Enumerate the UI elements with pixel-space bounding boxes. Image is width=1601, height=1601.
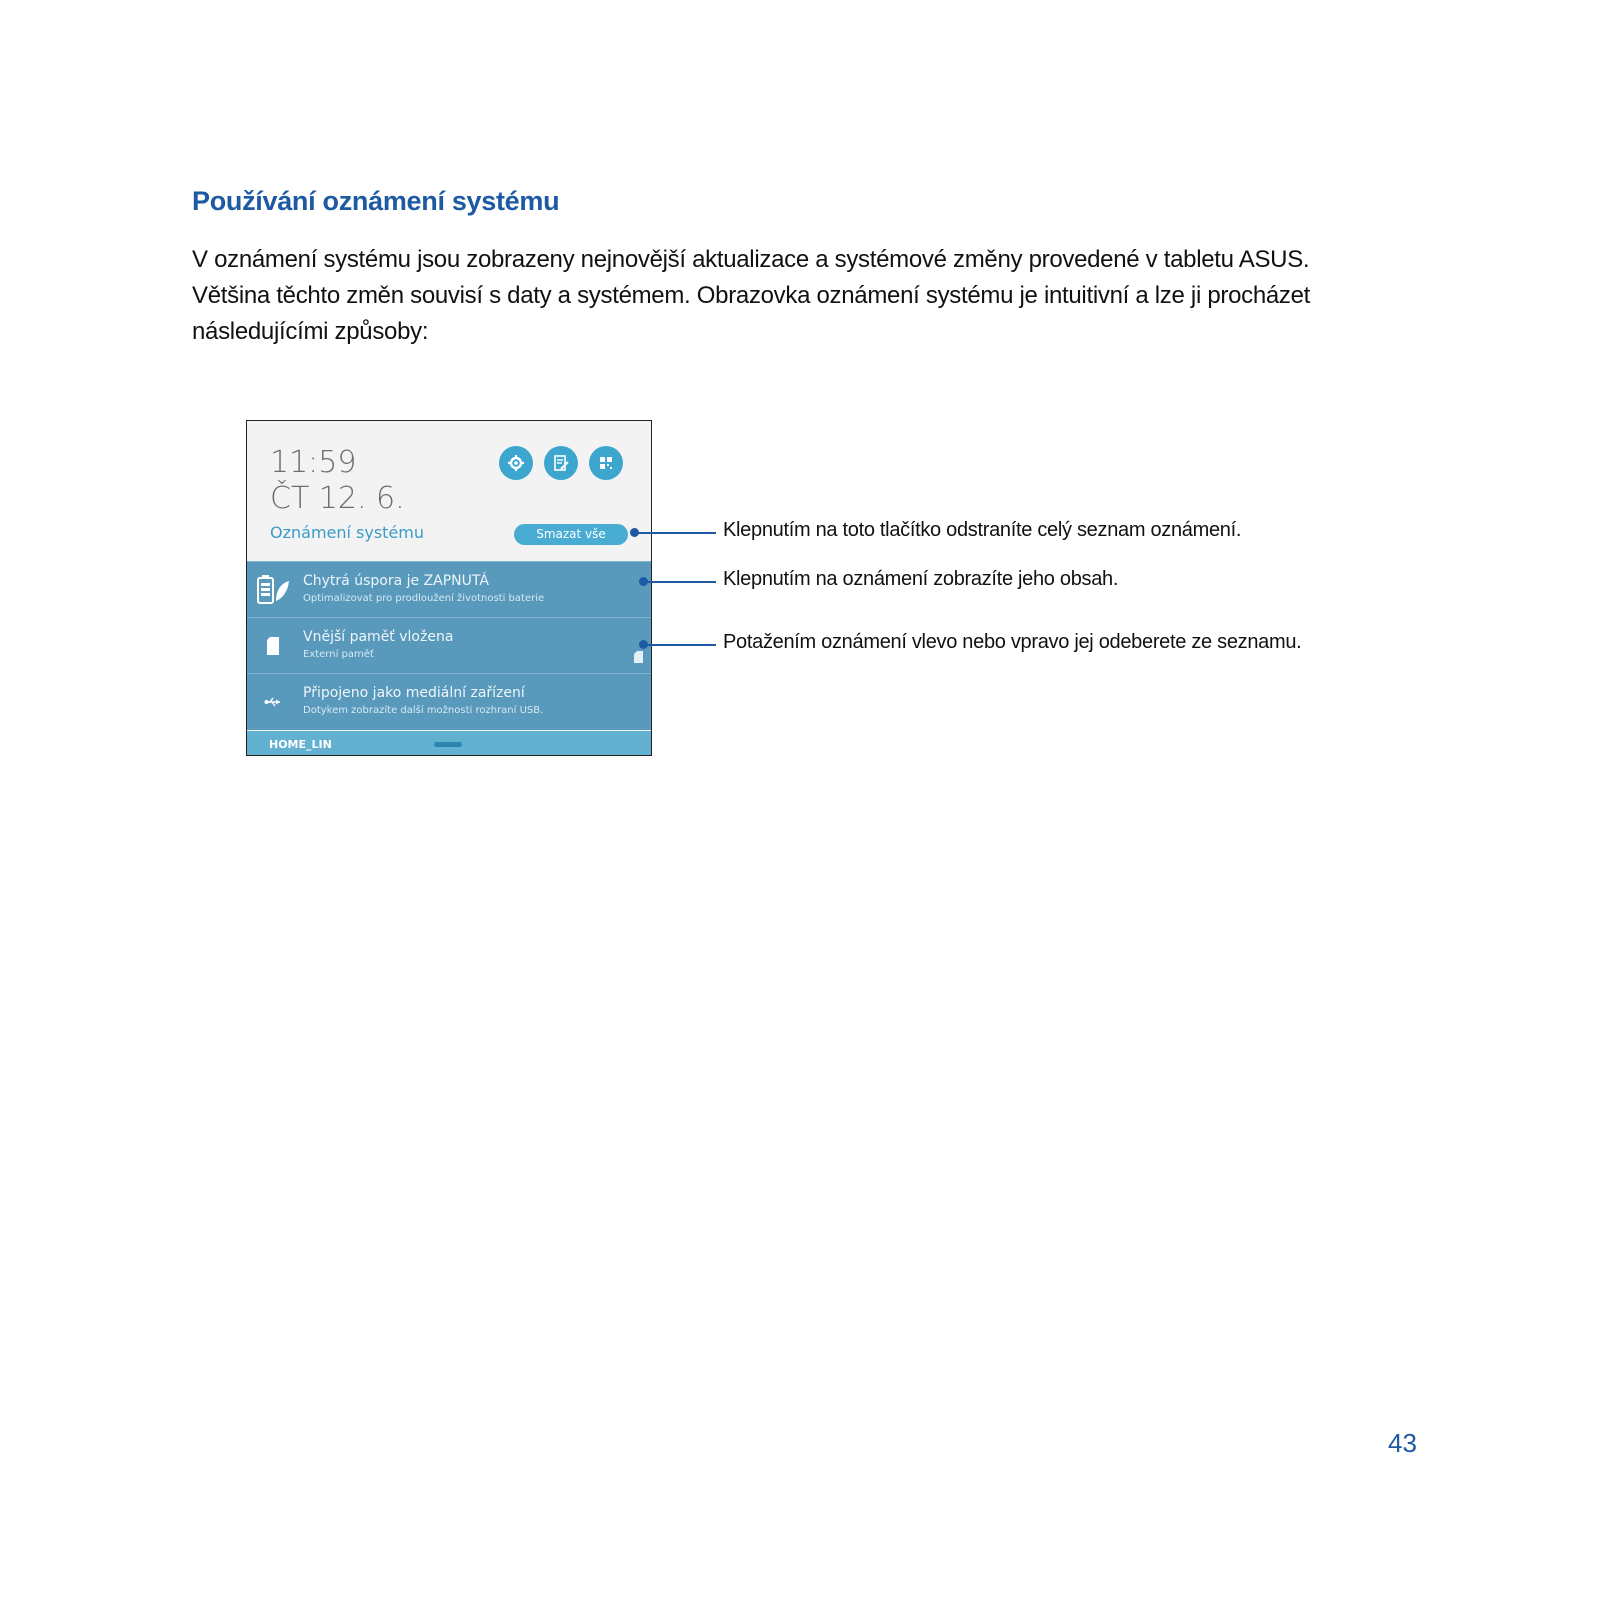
notification-panel-label: Oznámení systému [270,523,425,542]
intro-paragraph [192,242,1412,350]
clear-all-button[interactable]: Smazat vše [514,524,628,545]
notification-subtitle: Externí paměť [303,649,374,660]
clock-date: ČT 12. 6. [270,481,405,516]
battery-leaf-icon [253,572,293,608]
notification-item[interactable] [247,617,651,674]
drag-handle[interactable] [434,742,462,747]
notification-subtitle: Dotykem zobrazíte další možnosti rozhraní USB. [303,705,544,716]
sd-card-icon [253,628,293,664]
notification-title: Připojeno jako mediální zařízení [303,685,525,701]
notification-panel-screenshot [246,420,652,756]
grid-icon[interactable] [589,446,623,480]
bottom-bar [247,731,651,756]
callout-line [643,644,716,646]
section-heading: Používání oznámení systému [192,186,560,216]
intro-line: následujícími způsoby: [192,318,429,345]
callout-text: Klepnutím na oznámení zobrazíte jeho obsah. [723,568,1119,590]
callout-line [634,532,716,534]
gear-icon[interactable] [499,446,533,480]
notification-title: Chytrá úspora je ZAPNUTÁ [303,573,489,589]
intro-line: Většina těchto změn souvisí s daty a systémem. Obrazovka oznámení systému je intuitivní a lze ji procházet [192,282,1311,309]
clock-time: 11:59 [270,445,357,480]
edit-note-icon[interactable] [544,446,578,480]
notification-subtitle: Optimalizovat pro prodloužení životnosti baterie [303,593,545,604]
notification-title: Vnější paměť vložena [303,629,454,645]
sd-card-icon [634,648,643,667]
callout-line [643,581,716,583]
callout-text: Potažením oznámení vlevo nebo vpravo jej odeberete ze seznamu. [723,631,1302,653]
notification-item[interactable] [247,561,651,618]
usb-icon [253,684,293,720]
page-number: 43 [1388,1428,1417,1458]
notification-item[interactable] [247,673,651,730]
intro-line: V oznámení systému jsou zobrazeny nejnovější aktualizace a systémové změny provedené v tabletu ASUS. [192,246,1310,273]
callout-text: Klepnutím na toto tlačítko odstraníte celý seznam oznámení. [723,519,1242,541]
bottom-bar-label: HOME_LIN [269,738,332,751]
